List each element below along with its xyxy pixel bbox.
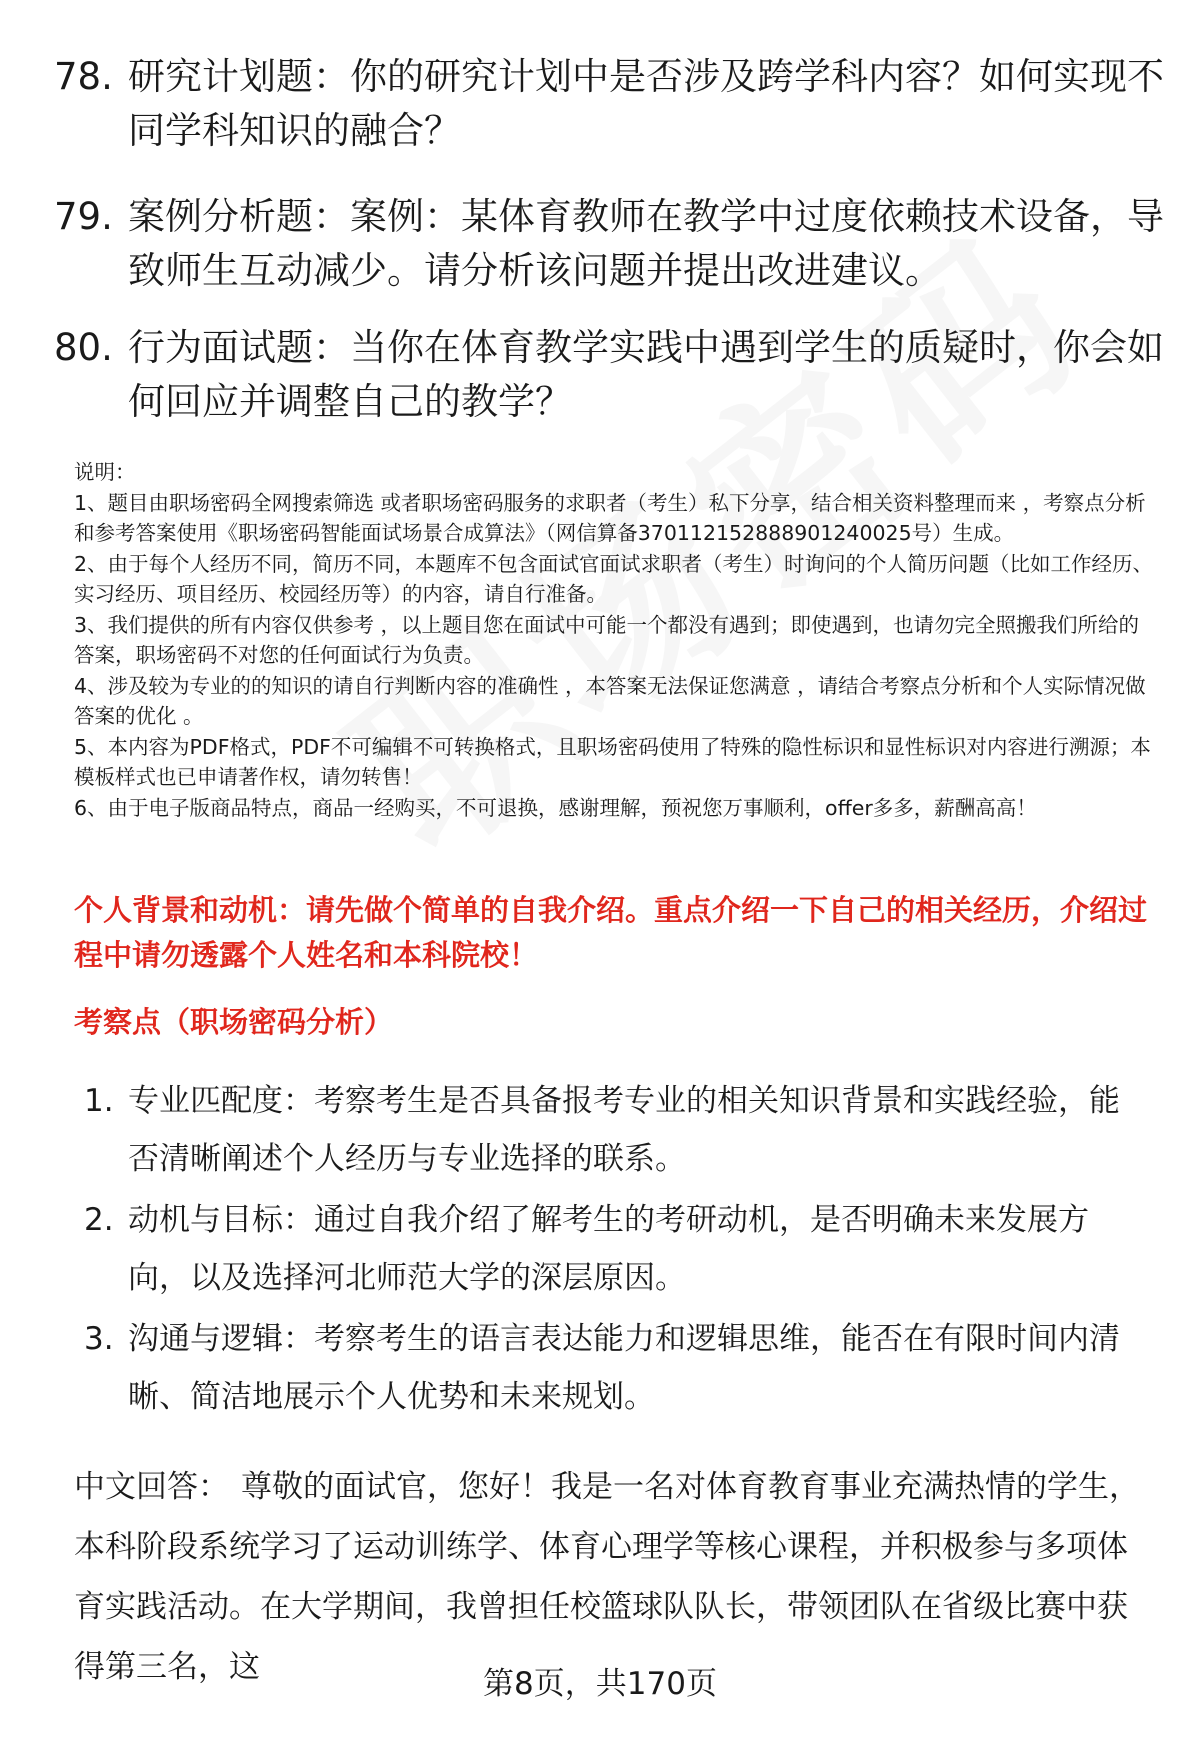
point-text: 沟通与逻辑：考察考生的语言表达能力和逻辑思维，能否在有限时间内清晰、简洁地展示个人优势和未来规划。 — [128, 1321, 1120, 1415]
list-item — [84, 1191, 1164, 1307]
section-heading: 个人背景和动机：请先做个简单的自我介绍。重点介绍一下自己的相关经历，介绍过程中请勿透露个人姓名和本科院校！ — [74, 893, 1148, 972]
point-text: 动机与目标：通过自我介绍了解考生的考研动机，是否明确未来发展方向，以及选择河北师范大学的深层原因。 — [128, 1202, 1089, 1296]
point-text: 专业匹配度：考察考生是否具备报考专业的相关知识背景和实践经验，能否清晰阐述个人经历与专业选择的联系。 — [128, 1083, 1120, 1177]
question-79 — [54, 190, 1164, 298]
notes-title: 说明： — [74, 460, 136, 484]
point-number: 1. — [84, 1083, 114, 1119]
question-text: 研究计划题：你的研究计划中是否涉及跨学科内容？如何实现不同学科知识的融合？ — [128, 55, 1164, 152]
note-item: 2、由于每个人经历不同，简历不同，本题库不包含面试官面试求职者（考生）时询问的个人简历问题（比如工作经历、实习经历、项目经历、校园经历等）的内容，请自行准备。 — [74, 551, 1154, 606]
disclaimer-notes — [74, 457, 1154, 823]
question-78 — [54, 50, 1164, 158]
page-number-footer: 第8页，共170页 — [483, 1666, 717, 1702]
question-text: 行为面试题：当你在体育教学实践中遇到学生的质疑时，你会如何回应并调整自己的教学？ — [128, 326, 1164, 423]
note-item: 4、涉及较为专业的的知识的请自行判断内容的准确性 ，本答案无法保证您满意 ，请结合考察点分析和个人实际情况做答案的优化 。 — [74, 673, 1146, 728]
section-subheading: 考察点（职场密码分析） — [74, 1005, 394, 1039]
question-number: 80. — [54, 326, 113, 369]
question-number: 78. — [54, 55, 113, 98]
answer-label: 中文回答： — [74, 1469, 229, 1505]
question-number: 79. — [54, 195, 113, 238]
point-number: 2. — [84, 1202, 114, 1238]
note-item: 1、题目由职场密码全网搜索筛选 或者职场密码服务的求职者（考生）私下分享，结合相关资料整理而来 ，考察点分析和参考答案使用《职场密码智能面试场景合成算法》（网信算备370112152888901240025号）生成。 — [74, 490, 1146, 545]
list-item — [84, 1072, 1164, 1188]
note-item: 6、由于电子版商品特点，商品一经购买，不可退换，感谢理解，预祝您万事顺利，offer多多，薪酬高高！ — [74, 795, 1037, 820]
note-item: 5、本内容为PDF格式，PDF不可编辑不可转换格式，且职场密码使用了特殊的隐性标识和显性标识对内容进行溯源；本模板样式也已申请著作权，请勿转售！ — [74, 734, 1151, 789]
assessment-points — [84, 1072, 1164, 1429]
question-80 — [54, 321, 1164, 429]
list-item — [84, 1310, 1164, 1426]
answer-text: 尊敬的面试官，您好！我是一名对体育教育事业充满热情的学生，本科阶段系统学习了运动训练学、体育心理学等核心课程，并积极参与多项体育实践活动。在大学期间，我曾担任校篮球队队长，带领团队在省级比赛中获得第三名，这 — [74, 1469, 1140, 1685]
question-text: 案例分析题：案例：某体育教师在教学中过度依赖技术设备，导致师生互动减少。请分析该问题并提出改进建议。 — [128, 195, 1164, 292]
answer-paragraph — [74, 1457, 1154, 1697]
point-number: 3. — [84, 1321, 114, 1357]
note-item: 3、我们提供的所有内容仅供参考 ，以上题目您在面试中可能一个都没有遇到；即使遇到，也请勿完全照搬我们所给的答案，职场密码不对您的任何面试行为负责。 — [74, 612, 1140, 667]
